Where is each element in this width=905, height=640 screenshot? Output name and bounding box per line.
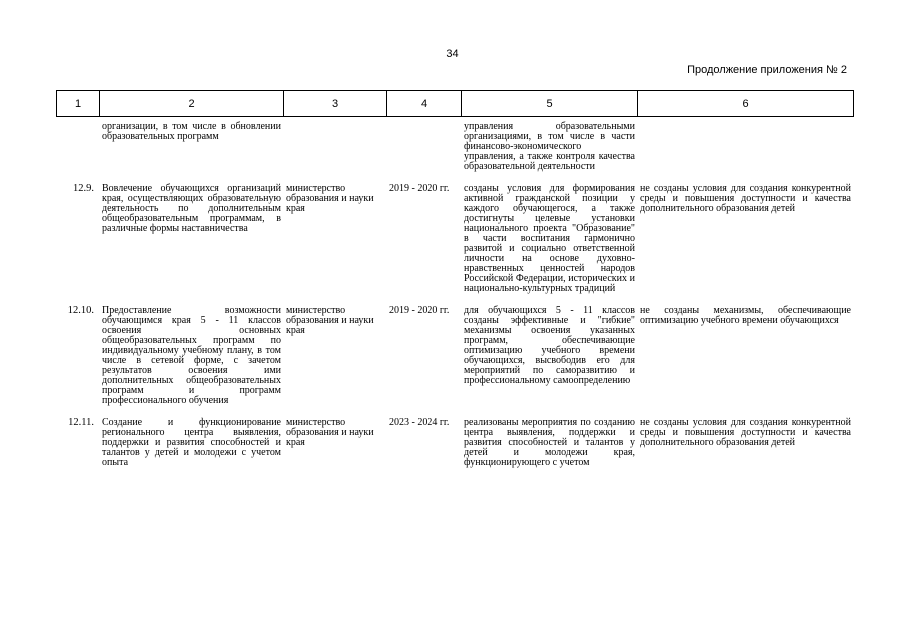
consequence-cell: [637, 122, 853, 172]
activity-cell: Создание и функционирование регионального центра выявления, поддержки и развития способностей и талантов у детей и молодежи с учетом опыта: [102, 417, 281, 468]
column-header-table: [56, 90, 854, 117]
column-header: 4: [387, 91, 462, 117]
table-row: [56, 122, 853, 172]
consequence-cell: не созданы условия для создания конкурентной среды и повышения доступности и качества дополнительного образования детей: [640, 417, 851, 448]
result-cell: для обучающихся 5 - 11 классов созданы эффективные и "гибкие" механизмы освоения указанных программ, обеспечивающие оптимизацию учебного времени обучающихся, высвободив его для мероприятий по саморазвитию и профессиональному самоопределению: [464, 305, 635, 386]
result-cell: управления образовательными организациями, в том числе в части финансово-экономического управления, а также контроля качества образовательной деятельности: [464, 121, 635, 172]
row-number: [56, 122, 99, 172]
period-cell: [386, 122, 461, 172]
row-number: 12.9.: [73, 183, 94, 194]
row-number: 12.11.: [68, 417, 94, 428]
activity-cell: Вовлечение обучающихся организаций края, осуществляющих образовательную деятельность по дополнительным общеобразовательным программам, в различные формы наставничества: [102, 183, 281, 234]
period-cell: 2019 - 2020 гг.: [389, 183, 450, 194]
table-row: [56, 306, 853, 406]
period-cell: 2023 - 2024 гг.: [389, 417, 450, 428]
table-row: [56, 418, 853, 468]
column-header: 1: [57, 91, 100, 117]
executor-cell: министерство образования и науки края: [286, 305, 374, 336]
executor-cell: министерство образования и науки края: [286, 417, 374, 448]
result-cell: созданы условия для формирования активной гражданской позиции у каждого обучающегося, а также достигнуты целевые установки национального проекта "Образование" в части воспитания гармонично развитой и социально ответственной личности на основе духовно-нравственных ценностей народов Российской Федерации, исторических и национально-культурных традиций: [464, 183, 635, 294]
column-header-row: [57, 91, 854, 117]
continuation-label: Продолжение приложения № 2: [687, 64, 847, 76]
activity-table: [56, 122, 853, 468]
consequence-cell: не созданы механизмы, обеспечивающие оптимизацию учебного времени обучающихся: [640, 305, 851, 326]
executor-cell: [283, 122, 386, 172]
column-header: 6: [638, 91, 854, 117]
activity-cell: Предоставление возможности обучающимся края 5 - 11 классов освоения основных общеобразовательных программ по индивидуальному учебному плану, в том числе в сетевой форме, с зачетом результатов освоения ими дополнительных общеобразовательных программ и программ профессионального обучения: [102, 305, 281, 406]
column-header: 5: [462, 91, 638, 117]
page-number: 34: [446, 48, 459, 60]
result-cell: реализованы мероприятия по созданию центра выявления, поддержки и развития способностей и талантов у детей и молодежи края, функционирующего с учетом: [464, 417, 635, 468]
consequence-cell: не созданы условия для создания конкурентной среды и повышения доступности и качества дополнительного образования детей: [640, 183, 851, 214]
row-number: 12.10.: [67, 305, 94, 316]
column-header: 3: [284, 91, 387, 117]
column-header: 2: [100, 91, 284, 117]
executor-cell: министерство образования и науки края: [286, 183, 374, 214]
table-row: [56, 184, 853, 294]
period-cell: 2019 - 2020 гг.: [389, 305, 450, 316]
activity-cell: организации, в том числе в обновлении образовательных программ: [102, 121, 281, 142]
